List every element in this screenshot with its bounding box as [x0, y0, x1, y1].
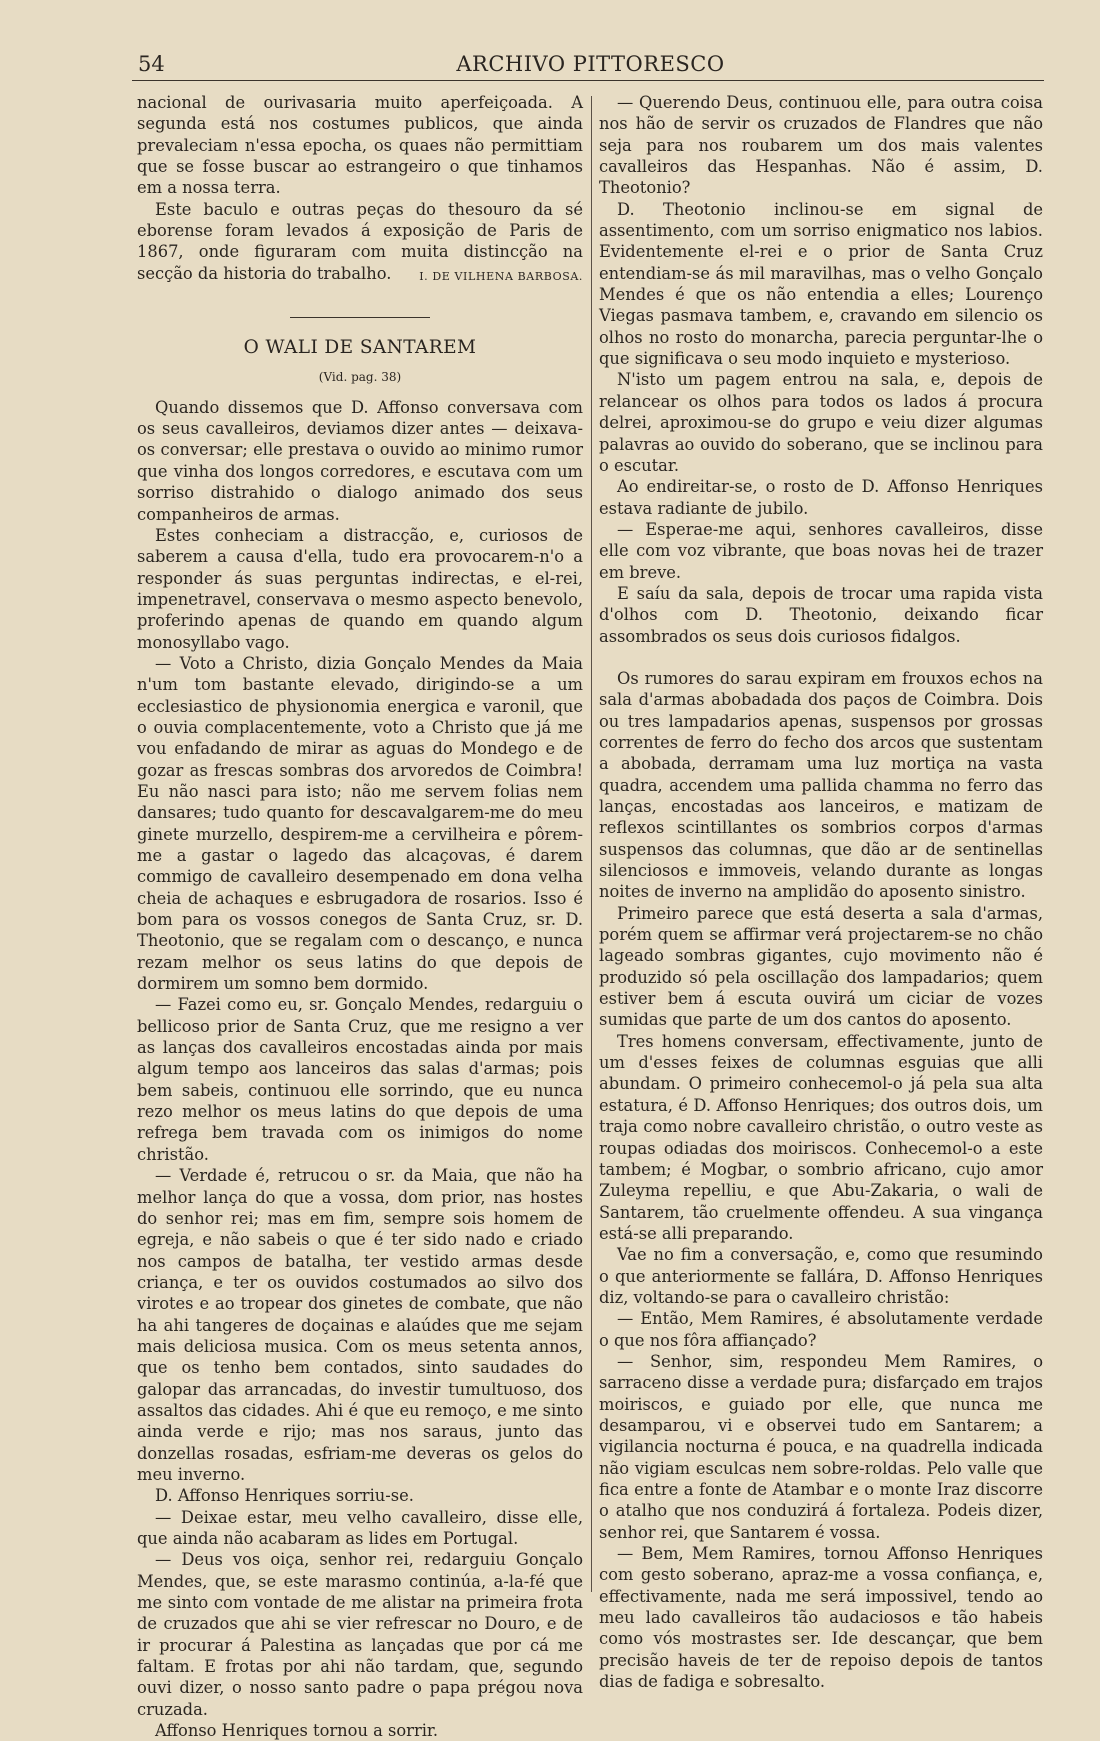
paragraph: — Senhor, sim, respondeu Mem Ramires, o sarraceno disse a verdade pura; disfarçado em trajos moiriscos, e guiado por elle, que nunca me desamparou, vi e observei tudo em Santarem; a vigilancia nocturna é pouca, e na quadrella indicada não vigiam esculcas nem sobre-roldas. Pelo valle que fica entre a fonte de Atambar e o monte Iraz discorre o atalho que nos conduzirá á fortaleza. Podeis dizer, senhor rei, que Santarem é vossa.: [599, 1351, 1043, 1542]
paragraph: — Voto a Christo, dizia Gonçalo Mendes da Maia n'um tom bastante elevado, dirigindo-se a um ecclesiastico de physionomia energica e varonil, que o ouvia complacentemente, voto a Christo que já me vou enfadando de mirar as aguas do Mondego e de gozar as frescas sombras dos arvoredos de Coimbra! Eu não nasci para isto; não me servem folias nem dansares; tudo quanto for descavalgarem-me do meu ginete murzello, despirem-me a cervilheira e pôrem-me a gastar o lagedo das alcaçovas, é darem commigo de cavalleiro desempenado em dona velha cheia de achaques e esbrugadora de rosarios. Isso é bom para os vossos conegos de Santa Cruz, sr. D. Theotonio, que se regalam com o descanço, e nunca rezam melhor os seus latins do que depois de dormirem um somno bem dormido.: [137, 653, 583, 994]
article-title: O WALI DE SANTAREM: [243, 337, 477, 359]
paragraph: — Fazei como eu, sr. Gonçalo Mendes, redarguiu o bellicoso prior de Santa Cruz, que me resigno a ver as lanças dos cavalleiros encostadas ainda por mais algum tempo aos lanceiros das salas d'armas; pois bem sabeis, continuou elle sorrindo, que eu nunca rezo melhor os meus latins do que depois de uma refrega bem travada com os inimigos do nome christão.: [137, 995, 583, 1164]
paragraph: — Querendo Deus, continuou elle, para outra coisa nos hão de servir os cruzados de Flandres que não seja para nos roubarem um dos mais valentes cavalleiros das Hespanhas. Não é assim, D. Theotonio?: [599, 93, 1043, 198]
running-title: ARCHIVO PITTORESCO: [456, 52, 725, 76]
paragraph: E saíu da sala, depois de trocar uma rapida vista d'olhos com D. Theotonio, deixando ficar assombrados os seus dois curiosos fidalgos.: [599, 583, 1043, 646]
paragraph: — Verdade é, retrucou o sr. da Maia, que não ha melhor lança do que a vossa, dom prior, nas hostes do senhor rei; mas em fim, sempre sois homem de egreja, e não sabeis o que é ter sido nado e criado nos campos de batalha, ter vestido armas desde criança, e ter os ouvidos costumados ao silvo dos virotes e ao tropear dos ginetes de combate, que não ha ahi tangeres de doçainas e alaúdes que me sejam mais deliciosa musica. Com os meus setenta annos, que os tenho bem contados, sinto saudades do galopar das arrancadas, do investir tumultuoso, dos assaltos das cidades. Ahi é que eu remoço, e me sinto ainda verde e rijo; mas nos saraus, junto das donzellas rosadas, esfriam-me deveras os gelos do meu inverno.: [137, 1166, 583, 1484]
paragraph: Este baculo e outras peças do thesouro da sé eborense foram levados á exposição de Paris de 1867, onde figuraram com muita distincção na secção da historia do trabalho.: [137, 199, 583, 283]
paragraph: Os rumores do sarau expiram em frouxos echos na sala d'armas abobadada dos paços de Coimbra. Dois ou tres lampadarios apenas, suspensos por grossas correntes de ferro do fecho dos arcos que sustentam a abobada, derramam uma luz mortiça na vasta quadra, accendem uma pallida chamma no ferro das lanças, encostadas aos lanceiros, e matizam de reflexos scintillantes os sombrios corpos d'armas suspensos das columnas, que dão ar de sentinellas silenciosos e immoveis, velando durante as longas noites de inverno na amplidão do aposento sinistro.: [599, 668, 1043, 902]
section-separator: [290, 317, 430, 318]
paragraph: D. Theotonio inclinou-se em signal de assentimento, com um sorriso enigmatico nos labios. Evidentemente el-rei e o prior de Santa Cruz entendiam-se ás mil maravilhas, mas o velho Gonçalo Mendes é que os não entendia a elles; Lourenço Viegas pasmava tambem, e, cravando em silencio os olhos no rosto do monarcha, parecia perguntar-lhe o que significava o seu modo inquieto e mysterioso.: [599, 199, 1043, 369]
left-column: [137, 92, 583, 1741]
article-reference: (Vid. pag. 38): [318, 370, 402, 385]
paragraph: — Deixae estar, meu velho cavalleiro, disse elle, que ainda não acabaram as lides em Portugal.: [137, 1507, 583, 1548]
page-number: 54: [138, 52, 165, 76]
paragraph: N'isto um pagem entrou na sala, e, depois de relancear os olhos para todos os lados á procura delrei, aproximou-se do grupo e veiu dizer algumas palavras ao ouvido do soberano, que se inclinou para o escutar.: [599, 370, 1043, 475]
paragraph: Primeiro parece que está deserta a sala d'armas, porém quem se affirmar verá projectarem-se no chão lageado sombras gigantes, cujo movimento não é produzido só pela oscillação dos lampadarios; quem estiver bem á escuta ouvirá um ciciar de vozes sumidas que parte de um dos cantos do aposento.: [599, 903, 1043, 1030]
paragraph: — Então, Mem Ramires, é absolutamente verdade o que nos fôra affiançado?: [599, 1309, 1043, 1350]
paragraph: Vae no fim a conversação, e, como que resumindo o que anteriormente se fallára, D. Affonso Henriques diz, voltando-se para o cavalleiro christão:: [599, 1245, 1043, 1307]
paragraph: Affonso Henriques tornou a sorrir.: [155, 1721, 439, 1741]
paragraph: — Bem, Mem Ramires, tornou Affonso Henriques com gesto soberano, apraz-me a vossa confiança, e, effectivamente, nada me será impossivel, tendo ao meu lado cavalleiros tão audaciosos e tão habeis como vós mostrastes ser. Ide descançar, que bem precisão haveis de ter de repoiso depois de tantos dias de fadiga e sobresalto.: [599, 1544, 1043, 1692]
author-signature: I. DE VILHENA BARBOSA.: [419, 270, 583, 284]
paragraph: Tres homens conversam, effectivamente, junto de um d'esses feixes de columnas esguias que alli abundam. O primeiro conhecemol-o já pela sua alta estatura, é D. Affonso Henriques; dos outros dois, um traja como nobre cavalleiro christão, o outro veste as roupas odiadas dos moiriscos. Conhecemol-o a este tambem; é Mogbar, o sombrio africano, cujo amor Zuleyma repelliu, e que Abu-Zakaria, o wali de Santarem, tão cruelmente offendeu. A sua vingança está-se alli preparando.: [599, 1031, 1043, 1243]
paragraph: Estes conheciam a distracção, e, curiosos de saberem a causa d'ella, tudo era provocarem-n'o a responder ás suas perguntas indirectas, e el-rei, impenetravel, conservava o mesmo aspecto benevolo, proferindo apenas de quando em quando algum monosyllabo vago.: [137, 525, 583, 652]
section-gap: [599, 647, 1043, 668]
right-column: [599, 92, 1043, 1692]
header-rule: [132, 80, 1044, 81]
paragraph: Quando dissemos que D. Affonso conversava com os seus cavalleiros, deviamos dizer antes — deixava-os conversar; elle prestava o ouvido ao minimo rumor que vinha dos longos corredores, e escutava com um sorriso distrahido o dialogo animado dos seus companheiros de armas.: [137, 397, 583, 524]
paragraph: nacional de ourivasaria muito aperfeiçoada. A segunda está nos costumes publicos, que ainda prevaleciam n'essa epocha, os quaes não permittiam que se fosse buscar ao estrangeiro o que tinhamos em a nossa terra.: [137, 93, 583, 198]
page-header: [138, 52, 1043, 80]
paragraph: — Esperae-me aqui, senhores cavalleiros, disse elle com voz vibrante, que boas novas hei de trazer em breve.: [599, 519, 1043, 582]
paragraph: D. Affonso Henriques sorriu-se.: [155, 1486, 414, 1506]
column-divider: [591, 96, 592, 1592]
paragraph: — Deus vos oiça, senhor rei, redarguiu Gonçalo Mendes, que, se este marasmo continúa, a-la-fé que me sinto com vontade de me alistar na primeira frota de cruzados que ahi se vier refrescar no Douro, e de ir procurar á Palestina as lançadas que por cá me faltam. E frotas por ahi não tardam, que, segundo ouvi dizer, o nosso santo padre o papa prégou nova cruzada.: [137, 1550, 583, 1719]
paragraph: Ao endireitar-se, o rosto de D. Affonso Henriques estava radiante de jubilo.: [599, 477, 1043, 518]
